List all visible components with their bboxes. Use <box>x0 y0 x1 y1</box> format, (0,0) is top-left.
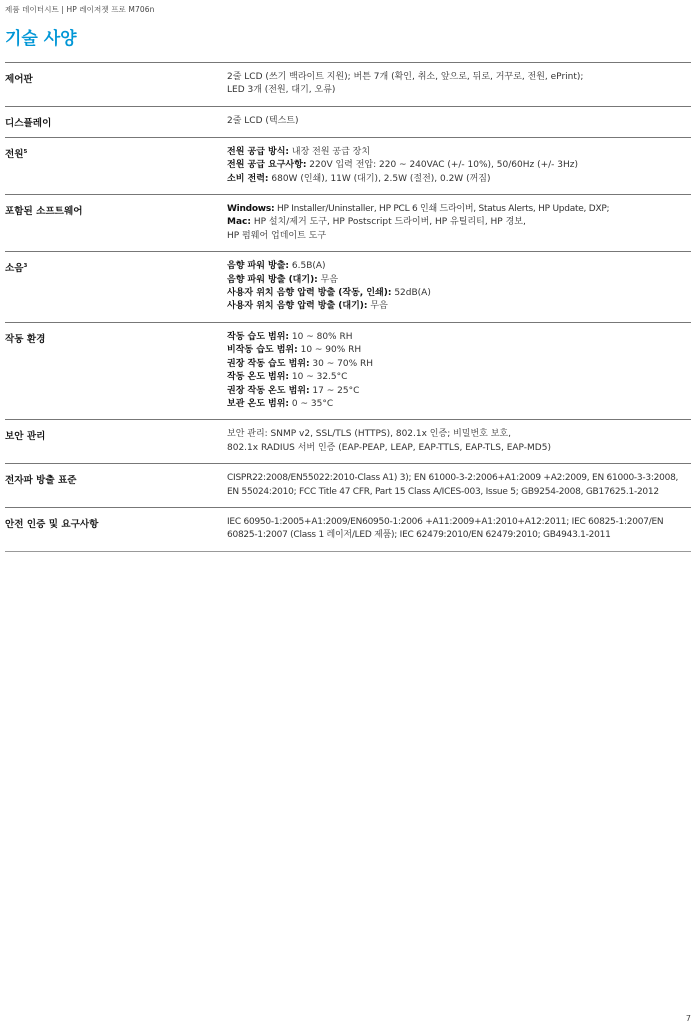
value-key: 사용자 위치 음향 압력 방출 (대기): <box>227 301 368 312</box>
value-key: 보관 온도 범위: <box>227 398 290 409</box>
spec-value <box>226 106 691 137</box>
value-line: 보안 관리: SNMP v2, SSL/TLS (HTTPS), 802.1x 인증; 비밀번호 보호, <box>227 429 511 440</box>
spec-value <box>226 464 691 508</box>
value-line: EN 55024:2010; FCC Title 47 CFR, Part 15 Class A/ICES-003, Issue 5; GB9254-2008, GB17625.1-2012 <box>227 486 659 497</box>
value-line <box>227 344 690 357</box>
value-line <box>227 398 690 411</box>
spec-row-power <box>5 137 691 194</box>
value-key: 작동 습도 범위: <box>227 331 290 342</box>
spec-label-cell <box>5 137 226 194</box>
value-key: Windows: <box>227 204 275 215</box>
spec-label: 안전 인증 및 요구사항 <box>5 507 226 551</box>
spec-table <box>5 62 691 552</box>
spec-row-security <box>5 420 691 464</box>
value-text: 30 ~ 70% RH <box>309 358 374 369</box>
spec-label: 포함된 소프트웨어 <box>5 195 226 252</box>
value-line <box>227 230 690 243</box>
spec-row-emissions <box>5 464 691 508</box>
value-text: 6.5B(A) <box>289 261 326 272</box>
value-key: 작동 온도 범위: <box>227 372 290 383</box>
footnote-marker: 3 <box>23 263 28 270</box>
value-key: 음향 파워 방출: <box>227 261 290 272</box>
spec-value <box>226 252 691 323</box>
page-number: 7 <box>685 1014 691 1023</box>
value-line: 2줄 LCD (텍스트) <box>227 115 299 126</box>
value-line <box>227 371 690 384</box>
value-line: 2줄 LCD (쓰기 백라이트 지원); 버튼 7개 (확인, 취소, 앞으로, 뒤로, 거꾸로, 전원, ePrint); <box>227 72 584 82</box>
spec-label: 소음 <box>5 263 24 275</box>
value-line: 60825-1:2007 (Class 1 레이저/LED 제품); IEC 62479:2010/EN 62479:2010; GB4943.1-2011 <box>227 530 611 541</box>
value-text: HP 설치/제거 도구, HP Postscript 드라이버, HP 유틸리티, HP 경보, <box>250 217 526 228</box>
spec-row-software <box>5 195 691 252</box>
spec-label: 전자파 방출 표준 <box>5 464 226 508</box>
spec-label: 작동 환경 <box>5 322 226 419</box>
spec-label: 전원 <box>5 148 24 160</box>
value-line: CISPR22:2008/EN55022:2010-Class A1) 3); EN 61000-3-2:2006+A1:2009 +A2:2009, EN 61000-3-3:2008, <box>227 473 679 484</box>
value-line <box>227 159 690 172</box>
value-key: 권장 작동 온도 범위: <box>227 385 310 396</box>
value-line <box>227 300 690 313</box>
value-key: 전원 공급 요구사항: <box>227 160 307 171</box>
value-line: IEC 60950-1:2005+A1:2009/EN60950-1:2006 +A11:2009+A1:2010+A12:2011; IEC 60825-1:2007/EN <box>227 516 664 527</box>
value-line <box>227 203 690 216</box>
spec-row-display <box>5 106 691 137</box>
value-line <box>227 173 690 186</box>
value-text: 무음 <box>367 301 388 312</box>
value-text: 0 ~ 35°C <box>289 398 334 409</box>
value-line <box>227 216 690 229</box>
spec-label: 디스플레이 <box>5 106 226 137</box>
spec-value <box>226 195 691 252</box>
spec-value <box>226 63 691 107</box>
value-key: 음향 파워 방출 (대기): <box>227 274 318 285</box>
value-key: 사용자 위치 음향 압력 방출 (작동, 인쇄): <box>227 288 392 299</box>
value-text: 내장 전원 공급 장치 <box>289 146 371 157</box>
value-line <box>227 260 690 273</box>
value-line <box>227 331 690 344</box>
value-text: HP 펌웨어 업데이트 도구 <box>227 230 327 241</box>
value-line <box>227 358 690 371</box>
spec-value <box>226 420 691 464</box>
value-line <box>227 146 690 159</box>
value-key: 권장 작동 습도 범위: <box>227 358 310 369</box>
value-text: 10 ~ 80% RH <box>289 331 353 342</box>
spec-row-control-panel <box>5 63 691 107</box>
page-title: 기술 사양 <box>5 29 77 49</box>
value-line <box>227 287 690 300</box>
document-header: 제품 데이터시트 | HP 레이저젯 프로 M706n <box>5 5 155 14</box>
value-text: 10 ~ 32.5°C <box>289 372 348 383</box>
footnote-marker: 5 <box>23 148 28 155</box>
value-line <box>227 274 690 287</box>
value-key: Mac: <box>227 217 251 228</box>
spec-row-safety <box>5 507 691 551</box>
spec-label-cell <box>5 252 226 323</box>
value-key: 비작동 습도 범위: <box>227 345 298 356</box>
value-line <box>227 385 690 398</box>
spec-label: 제어판 <box>5 63 226 107</box>
spec-row-acoustics <box>5 252 691 323</box>
value-key: 전원 공급 방식: <box>227 146 290 157</box>
value-key: 소비 전력: <box>227 173 269 184</box>
value-text: 680W (인쇄), 11W (대기), 2.5W (절전), 0.2W (꺼짐) <box>268 173 491 184</box>
spec-value <box>226 137 691 194</box>
value-line: 802.1x RADIUS 서버 인증 (EAP-PEAP, LEAP, EAP-TTLS, EAP-TLS, EAP-MD5) <box>227 442 551 453</box>
value-text: 220V 입력 전압: 220 ~ 240VAC (+/- 10%), 50/60Hz (+/- 3Hz) <box>306 160 578 171</box>
value-line: LED 3개 (전원, 대기, 오류) <box>227 85 336 96</box>
spec-value <box>226 507 691 551</box>
value-text: HP Installer/Uninstaller, HP PCL 6 인쇄 드라이버, Status Alerts, HP Update, DXP; <box>274 204 610 215</box>
value-text: 무음 <box>317 274 339 285</box>
spec-value <box>226 322 691 419</box>
value-text: 52dB(A) <box>391 288 431 299</box>
spec-row-environment <box>5 322 691 419</box>
value-text: 10 ~ 90% RH <box>297 345 362 356</box>
spec-label: 보안 관리 <box>5 420 226 464</box>
value-text: 17 ~ 25°C <box>309 385 360 396</box>
